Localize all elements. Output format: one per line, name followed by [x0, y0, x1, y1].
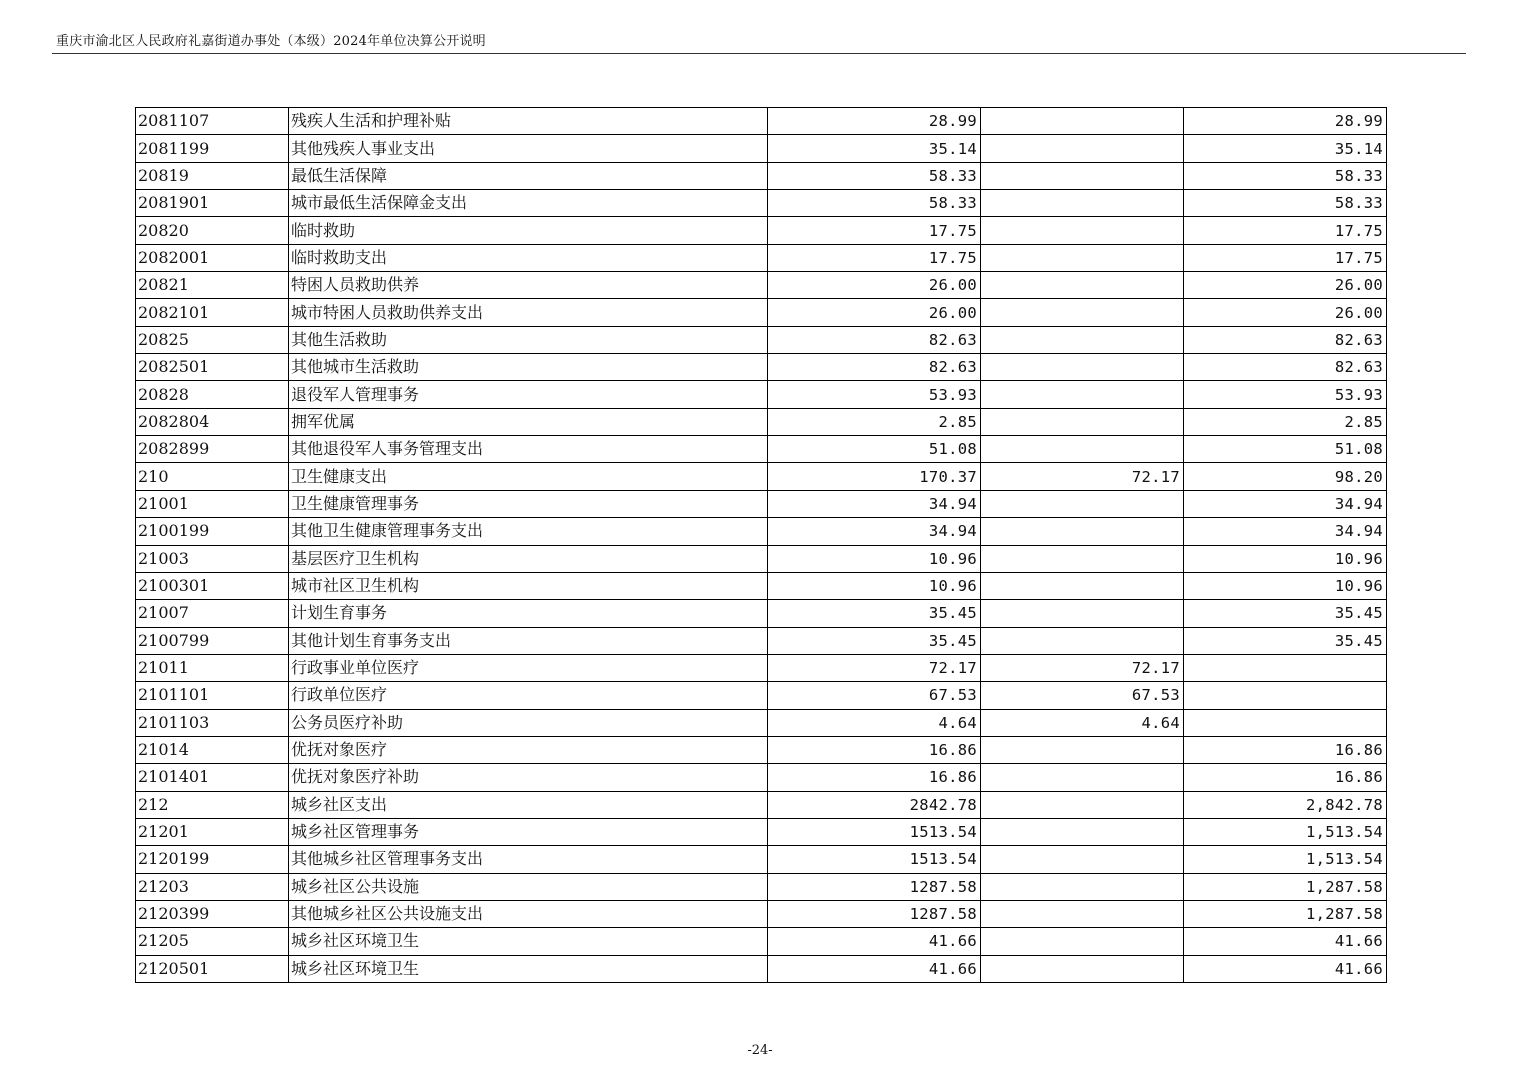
table-row — [136, 354, 1387, 381]
cell-basic-expenditure: 4.64 — [981, 709, 1184, 736]
cell-function-code: 21014 — [136, 736, 289, 763]
cell-basic-expenditure — [981, 108, 1184, 135]
table-row — [136, 381, 1387, 408]
cell-project-expenditure: 53.93 — [1184, 381, 1387, 408]
cell-function-code: 2081199 — [136, 135, 289, 162]
cell-function-name: 其他城乡社区公共设施支出 — [289, 900, 768, 927]
cell-function-code: 20825 — [136, 326, 289, 353]
cell-total-expenditure: 1513.54 — [768, 846, 981, 873]
expenditure-table — [135, 107, 1387, 983]
cell-project-expenditure: 28.99 — [1184, 108, 1387, 135]
cell-total-expenditure: 34.94 — [768, 518, 981, 545]
cell-function-code: 2100301 — [136, 572, 289, 599]
cell-total-expenditure: 1287.58 — [768, 900, 981, 927]
cell-function-code: 2082899 — [136, 436, 289, 463]
cell-project-expenditure: 41.66 — [1184, 928, 1387, 955]
cell-function-name: 计划生育事务 — [289, 600, 768, 627]
cell-function-name: 行政单位医疗 — [289, 682, 768, 709]
cell-project-expenditure: 2,842.78 — [1184, 791, 1387, 818]
cell-total-expenditure: 28.99 — [768, 108, 981, 135]
cell-project-expenditure: 34.94 — [1184, 490, 1387, 517]
cell-project-expenditure: 58.33 — [1184, 190, 1387, 217]
cell-total-expenditure: 26.00 — [768, 272, 981, 299]
cell-project-expenditure — [1184, 709, 1387, 736]
cell-function-name: 公务员医疗补助 — [289, 709, 768, 736]
cell-basic-expenditure — [981, 846, 1184, 873]
cell-total-expenditure: 26.00 — [768, 299, 981, 326]
cell-function-code: 2101101 — [136, 682, 289, 709]
table-row — [136, 709, 1387, 736]
cell-function-code: 20820 — [136, 217, 289, 244]
cell-total-expenditure: 35.45 — [768, 600, 981, 627]
cell-basic-expenditure — [981, 354, 1184, 381]
table-row — [136, 764, 1387, 791]
cell-total-expenditure: 82.63 — [768, 326, 981, 353]
cell-project-expenditure: 82.63 — [1184, 354, 1387, 381]
cell-basic-expenditure — [981, 490, 1184, 517]
cell-project-expenditure: 17.75 — [1184, 244, 1387, 271]
cell-total-expenditure: 51.08 — [768, 436, 981, 463]
cell-total-expenditure: 170.37 — [768, 463, 981, 490]
cell-function-code: 20819 — [136, 162, 289, 189]
cell-project-expenditure: 51.08 — [1184, 436, 1387, 463]
table-row — [136, 846, 1387, 873]
cell-total-expenditure: 16.86 — [768, 764, 981, 791]
table-row — [136, 818, 1387, 845]
cell-basic-expenditure — [981, 518, 1184, 545]
cell-total-expenditure: 35.14 — [768, 135, 981, 162]
cell-project-expenditure: 1,287.58 — [1184, 873, 1387, 900]
cell-function-name: 其他卫生健康管理事务支出 — [289, 518, 768, 545]
cell-basic-expenditure — [981, 299, 1184, 326]
cell-function-name: 其他退役军人事务管理支出 — [289, 436, 768, 463]
cell-function-code: 21011 — [136, 654, 289, 681]
cell-function-name: 其他城市生活救助 — [289, 354, 768, 381]
cell-basic-expenditure — [981, 955, 1184, 982]
cell-function-name: 优抚对象医疗补助 — [289, 764, 768, 791]
cell-total-expenditure: 41.66 — [768, 955, 981, 982]
cell-basic-expenditure — [981, 244, 1184, 271]
cell-function-name: 城乡社区公共设施 — [289, 873, 768, 900]
table-row — [136, 736, 1387, 763]
cell-function-code: 212 — [136, 791, 289, 818]
cell-basic-expenditure: 72.17 — [981, 463, 1184, 490]
cell-total-expenditure: 2842.78 — [768, 791, 981, 818]
cell-project-expenditure: 35.14 — [1184, 135, 1387, 162]
cell-basic-expenditure — [981, 627, 1184, 654]
table-row — [136, 217, 1387, 244]
table-row — [136, 627, 1387, 654]
cell-basic-expenditure — [981, 928, 1184, 955]
table-row — [136, 490, 1387, 517]
table-row — [136, 518, 1387, 545]
cell-function-code: 2081901 — [136, 190, 289, 217]
cell-function-code: 2082101 — [136, 299, 289, 326]
cell-total-expenditure: 67.53 — [768, 682, 981, 709]
table-row — [136, 463, 1387, 490]
cell-function-code: 2120399 — [136, 900, 289, 927]
cell-function-code: 20828 — [136, 381, 289, 408]
cell-basic-expenditure — [981, 736, 1184, 763]
cell-basic-expenditure — [981, 436, 1184, 463]
table-row — [136, 545, 1387, 572]
cell-function-code: 21001 — [136, 490, 289, 517]
cell-basic-expenditure — [981, 326, 1184, 353]
table-row — [136, 873, 1387, 900]
cell-project-expenditure: 17.75 — [1184, 217, 1387, 244]
cell-total-expenditure: 1513.54 — [768, 818, 981, 845]
cell-function-name: 城乡社区管理事务 — [289, 818, 768, 845]
cell-function-name: 基层医疗卫生机构 — [289, 545, 768, 572]
cell-total-expenditure: 16.86 — [768, 736, 981, 763]
cell-function-name: 优抚对象医疗 — [289, 736, 768, 763]
cell-function-code: 2120501 — [136, 955, 289, 982]
page-number: -24- — [747, 1043, 773, 1058]
cell-basic-expenditure — [981, 545, 1184, 572]
cell-basic-expenditure — [981, 764, 1184, 791]
cell-function-code: 21201 — [136, 818, 289, 845]
cell-basic-expenditure — [981, 873, 1184, 900]
cell-function-code: 2082001 — [136, 244, 289, 271]
cell-project-expenditure: 1,513.54 — [1184, 818, 1387, 845]
cell-function-code: 2100799 — [136, 627, 289, 654]
cell-function-name: 其他残疾人事业支出 — [289, 135, 768, 162]
cell-function-name: 临时救助 — [289, 217, 768, 244]
cell-project-expenditure: 16.86 — [1184, 764, 1387, 791]
table-row — [136, 408, 1387, 435]
cell-total-expenditure: 82.63 — [768, 354, 981, 381]
cell-total-expenditure: 34.94 — [768, 490, 981, 517]
cell-function-name: 卫生健康管理事务 — [289, 490, 768, 517]
cell-basic-expenditure — [981, 217, 1184, 244]
cell-total-expenditure: 58.33 — [768, 190, 981, 217]
table-row — [136, 654, 1387, 681]
cell-total-expenditure: 17.75 — [768, 244, 981, 271]
cell-function-code: 2081107 — [136, 108, 289, 135]
table-row — [136, 955, 1387, 982]
cell-function-name: 城市社区卫生机构 — [289, 572, 768, 599]
cell-project-expenditure: 98.20 — [1184, 463, 1387, 490]
cell-function-name: 卫生健康支出 — [289, 463, 768, 490]
cell-function-name: 其他城乡社区管理事务支出 — [289, 846, 768, 873]
cell-function-code: 21003 — [136, 545, 289, 572]
table-row — [136, 600, 1387, 627]
table-row — [136, 190, 1387, 217]
cell-function-code: 20821 — [136, 272, 289, 299]
cell-project-expenditure: 10.96 — [1184, 572, 1387, 599]
cell-project-expenditure: 26.00 — [1184, 299, 1387, 326]
cell-basic-expenditure — [981, 791, 1184, 818]
cell-total-expenditure: 10.96 — [768, 572, 981, 599]
cell-function-code: 210 — [136, 463, 289, 490]
cell-total-expenditure: 58.33 — [768, 162, 981, 189]
cell-function-name: 特困人员救助供养 — [289, 272, 768, 299]
cell-project-expenditure: 35.45 — [1184, 627, 1387, 654]
cell-function-name: 临时救助支出 — [289, 244, 768, 271]
cell-function-name: 城市特困人员救助供养支出 — [289, 299, 768, 326]
cell-function-code: 2120199 — [136, 846, 289, 873]
table-row — [136, 928, 1387, 955]
header-divider — [52, 53, 1466, 54]
cell-function-name: 残疾人生活和护理补贴 — [289, 108, 768, 135]
cell-function-name: 其他计划生育事务支出 — [289, 627, 768, 654]
cell-project-expenditure — [1184, 682, 1387, 709]
cell-basic-expenditure: 67.53 — [981, 682, 1184, 709]
table-row — [136, 272, 1387, 299]
table-row — [136, 135, 1387, 162]
cell-total-expenditure: 10.96 — [768, 545, 981, 572]
cell-total-expenditure: 72.17 — [768, 654, 981, 681]
cell-basic-expenditure — [981, 572, 1184, 599]
table-row — [136, 299, 1387, 326]
table-row — [136, 326, 1387, 353]
cell-project-expenditure — [1184, 654, 1387, 681]
cell-function-code: 2101401 — [136, 764, 289, 791]
cell-function-code: 21203 — [136, 873, 289, 900]
cell-total-expenditure: 17.75 — [768, 217, 981, 244]
table-row — [136, 572, 1387, 599]
table-row — [136, 244, 1387, 271]
cell-total-expenditure: 41.66 — [768, 928, 981, 955]
page-header-title: 重庆市渝北区人民政府礼嘉街道办事处（本级）2024年单位决算公开说明 — [56, 34, 486, 49]
cell-function-name: 拥军优属 — [289, 408, 768, 435]
cell-basic-expenditure — [981, 190, 1184, 217]
cell-project-expenditure: 26.00 — [1184, 272, 1387, 299]
table-row — [136, 162, 1387, 189]
cell-total-expenditure: 2.85 — [768, 408, 981, 435]
cell-function-name: 城乡社区环境卫生 — [289, 955, 768, 982]
cell-basic-expenditure: 72.17 — [981, 654, 1184, 681]
expenditure-table-body — [136, 108, 1387, 983]
cell-function-name: 城乡社区环境卫生 — [289, 928, 768, 955]
cell-function-code: 2100199 — [136, 518, 289, 545]
table-row — [136, 900, 1387, 927]
cell-function-name: 城市最低生活保障金支出 — [289, 190, 768, 217]
table-row — [136, 791, 1387, 818]
cell-function-name: 其他生活救助 — [289, 326, 768, 353]
cell-basic-expenditure — [981, 162, 1184, 189]
cell-project-expenditure: 2.85 — [1184, 408, 1387, 435]
cell-basic-expenditure — [981, 818, 1184, 845]
cell-basic-expenditure — [981, 272, 1184, 299]
cell-function-name: 城乡社区支出 — [289, 791, 768, 818]
cell-total-expenditure: 35.45 — [768, 627, 981, 654]
cell-project-expenditure: 34.94 — [1184, 518, 1387, 545]
cell-function-code: 2082501 — [136, 354, 289, 381]
cell-project-expenditure: 1,513.54 — [1184, 846, 1387, 873]
cell-total-expenditure: 1287.58 — [768, 873, 981, 900]
cell-function-code: 2101103 — [136, 709, 289, 736]
cell-total-expenditure: 4.64 — [768, 709, 981, 736]
cell-function-code: 2082804 — [136, 408, 289, 435]
cell-project-expenditure: 82.63 — [1184, 326, 1387, 353]
cell-function-code: 21205 — [136, 928, 289, 955]
cell-project-expenditure: 1,287.58 — [1184, 900, 1387, 927]
cell-project-expenditure: 10.96 — [1184, 545, 1387, 572]
cell-function-name: 行政事业单位医疗 — [289, 654, 768, 681]
cell-project-expenditure: 16.86 — [1184, 736, 1387, 763]
cell-basic-expenditure — [981, 381, 1184, 408]
table-row — [136, 436, 1387, 463]
cell-project-expenditure: 41.66 — [1184, 955, 1387, 982]
table-row — [136, 682, 1387, 709]
cell-function-name: 退役军人管理事务 — [289, 381, 768, 408]
cell-function-code: 21007 — [136, 600, 289, 627]
cell-basic-expenditure — [981, 600, 1184, 627]
cell-total-expenditure: 53.93 — [768, 381, 981, 408]
cell-basic-expenditure — [981, 408, 1184, 435]
cell-project-expenditure: 35.45 — [1184, 600, 1387, 627]
cell-basic-expenditure — [981, 900, 1184, 927]
cell-basic-expenditure — [981, 135, 1184, 162]
cell-function-name: 最低生活保障 — [289, 162, 768, 189]
cell-project-expenditure: 58.33 — [1184, 162, 1387, 189]
table-row — [136, 108, 1387, 135]
